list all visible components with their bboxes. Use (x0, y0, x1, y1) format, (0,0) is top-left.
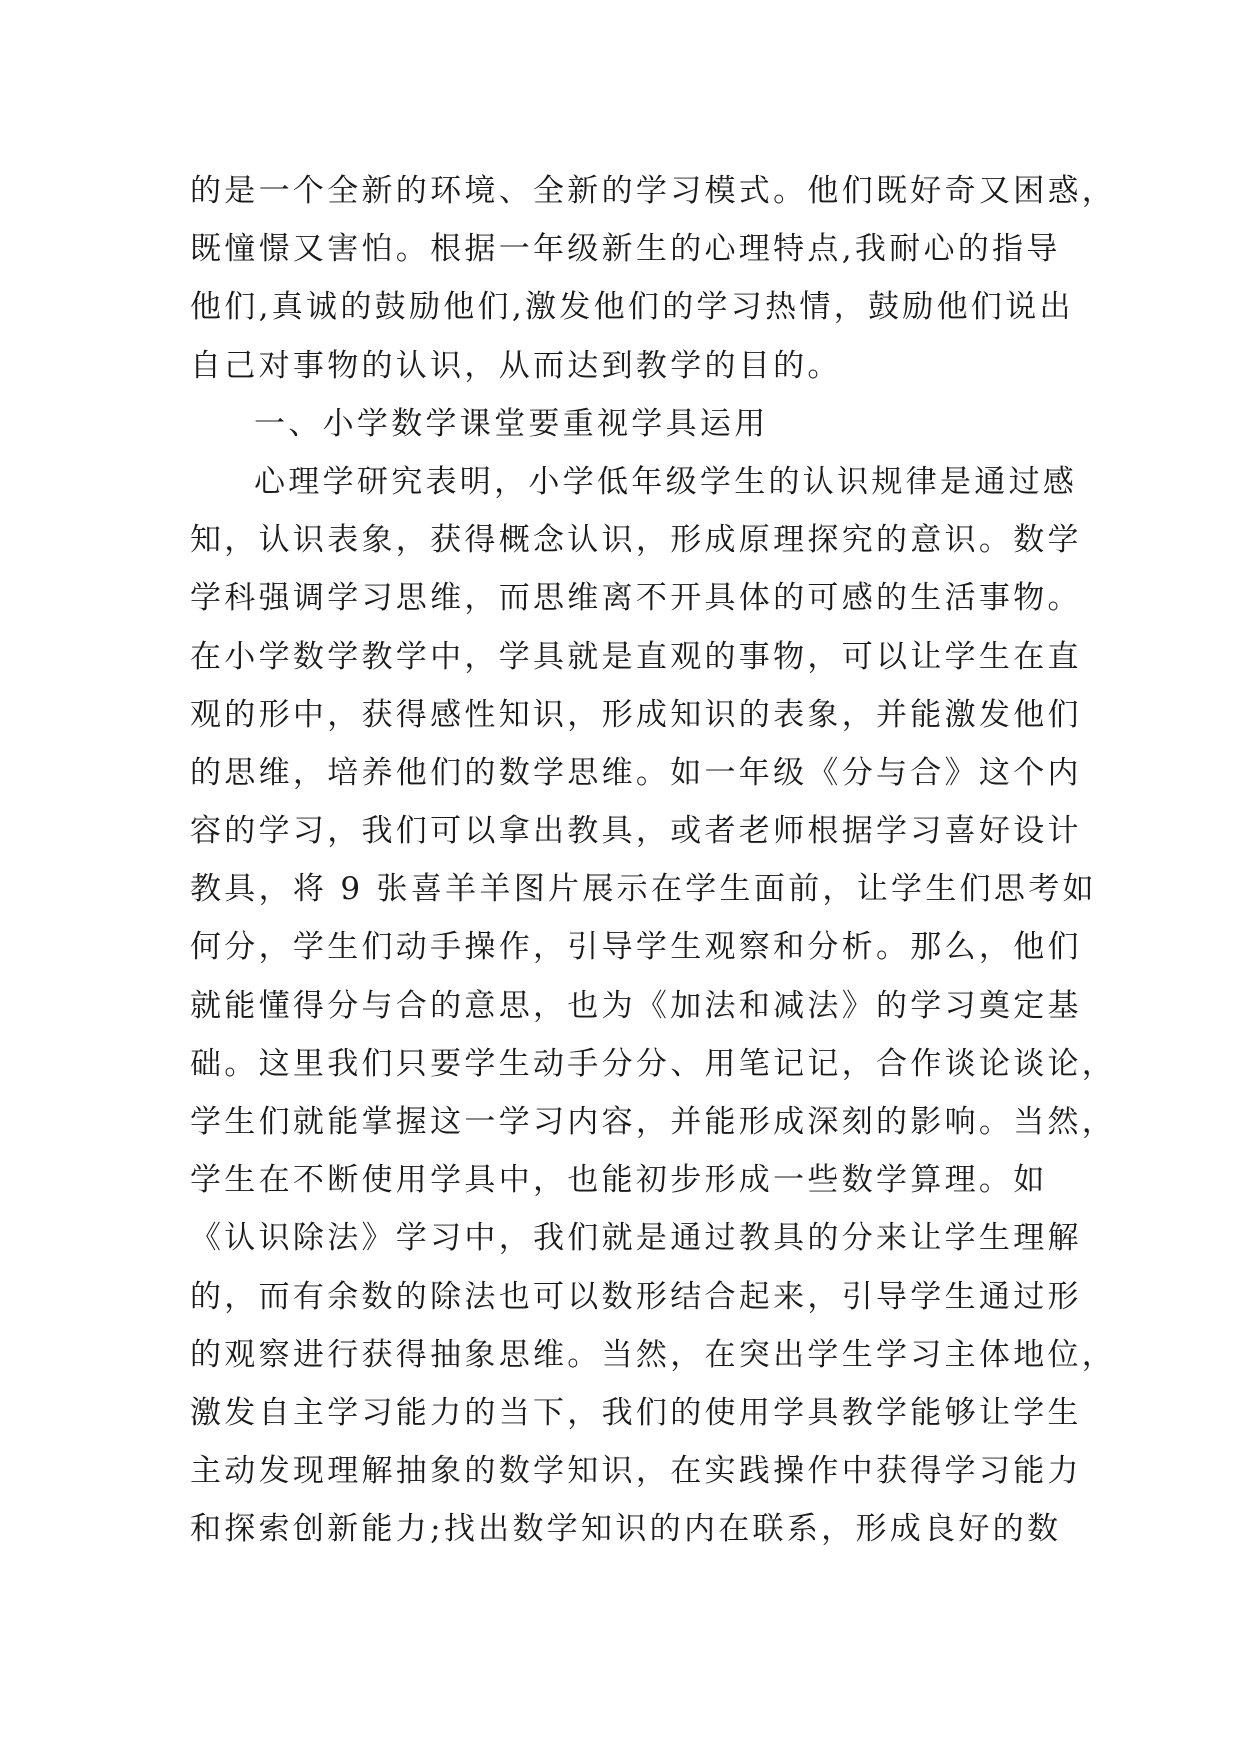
text-line: 的，而有余数的除法也可以数形结合起来，引导学生通过形 (190, 1278, 1082, 1315)
text-line: 主动发现理解抽象的数学知识，在实践操作中获得学习能力 (190, 1453, 1082, 1490)
text-line: 在小学数学教学中，学具就是直观的事物，可以让学生在直 (190, 638, 1082, 675)
section-heading: 一、小学数学课堂要重视学具运用 (254, 405, 769, 442)
text-line: 学生在不断使用学具中，也能初步形成一些数学算理。如 (190, 1162, 1048, 1199)
text-line: 他们,真诚的鼓励他们,激发他们的学习热情，鼓励他们说出 (190, 289, 1074, 326)
text-line: 容的学习，我们可以拿出教具，或者老师根据学习喜好设计 (190, 813, 1082, 850)
paragraph-start-line: 心理学研究表明，小学低年级学生的认识规律是通过感 (254, 463, 1078, 500)
body-text (190, 162, 1117, 1559)
text-line: 的观察进行获得抽象思维。当然，在突出学生学习主体地位， (190, 1336, 1117, 1373)
text-line: 和探索创新能力;找出数学知识的内在联系，形成良好的数 (190, 1511, 1062, 1548)
text-line: 自己对事物的认识，从而达到教学的目的。 (190, 347, 842, 384)
text-line: 何分，学生们动手操作，引导学生观察和分析。那么，他们 (190, 929, 1082, 966)
text-line: 的思维，培养他们的数学思维。如一年级《分与合》这个内 (190, 754, 1082, 791)
text-line: 既憧憬又害怕。根据一年级新生的心理特点,我耐心的指导 (190, 231, 1061, 268)
text-line: 的是一个全新的环境、全新的学习模式。他们既好奇又困惑， (190, 173, 1117, 209)
text-line: 教具，将 9 张喜羊羊图片展示在学生面前，让学生们思考如 (190, 871, 1097, 908)
text-line: 观的形中，获得感性知识，形成知识的表象，并能激发他们 (190, 696, 1082, 733)
text-line: 础。这里我们只要学生动手分分、用笔记记，合作谈论谈论， (190, 1045, 1117, 1082)
text-line: 学科强调学习思维，而思维离不开具体的可感的生活事物。 (190, 580, 1082, 617)
text-line: 《认识除法》学习中，我们就是通过教具的分来让学生理解 (190, 1220, 1082, 1257)
text-line: 知，认识表象，获得概念认识，形成原理探究的意识。数学 (190, 522, 1082, 559)
text-line: 激发自主学习能力的当下，我们的使用学具教学能够让学生 (190, 1394, 1082, 1431)
text-line: 就能懂得分与合的意思，也为《加法和减法》的学习奠定基 (190, 987, 1082, 1024)
text-line: 学生们就能掌握这一学习内容，并能形成深刻的影响。当然， (190, 1104, 1117, 1140)
